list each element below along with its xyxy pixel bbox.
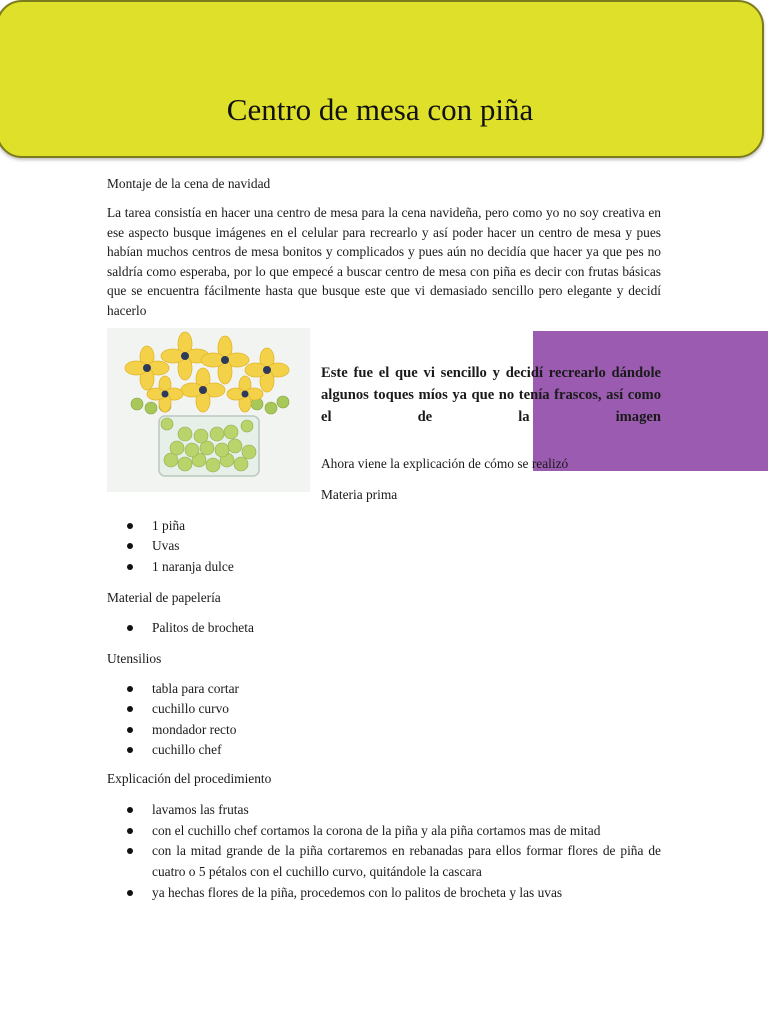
bullet-icon	[127, 625, 133, 631]
bullet-icon	[127, 727, 133, 733]
bullet-icon	[127, 686, 133, 692]
list-item: tabla para cortar	[107, 679, 661, 699]
list-item: lavamos las frutas	[107, 800, 661, 821]
list-item: cuchillo chef	[107, 740, 661, 760]
materia-prima-list	[107, 516, 661, 577]
procedimiento-list	[107, 800, 661, 904]
page-title: Centro de mesa con piña	[226, 92, 534, 127]
list-item: mondador recto	[107, 720, 661, 740]
bullet-icon	[127, 523, 133, 529]
explanation-intro: Ahora viene la explicación de cómo se realizó	[321, 456, 569, 471]
bullet-icon	[127, 848, 133, 854]
list-item: ya hechas flores de la piña, procedemos con lo palitos de brocheta y las uvas	[107, 883, 661, 904]
list-item: con el cuchillo chef cortamos la corona de la piña y ala piña cortamos mas de mitad	[107, 821, 661, 842]
centerpiece-photo	[107, 328, 310, 492]
image-caption: Este fue el que vi sencillo y decidí recrearlo dándole algunos toques míos ya que no tenía frascos, así como el de la imagen	[321, 365, 661, 425]
list-item: con la mitad grande de la piña cortaremos en rebanadas para ellos formar flores de piña de cuatro o 5 pétalos con el cuchillo curvo, quitándole la cascara	[107, 841, 661, 882]
procedimiento-heading: Explicación del procedimiento	[107, 771, 272, 786]
list-item: Palitos de brocheta	[107, 618, 661, 638]
subtitle: Montaje de la cena de navidad	[107, 176, 271, 191]
list-item: 1 naranja dulce	[107, 557, 661, 577]
bullet-icon	[127, 747, 133, 753]
materia-prima-heading: Materia prima	[321, 487, 398, 502]
bullet-icon	[127, 890, 133, 896]
centerpiece-illustration	[107, 328, 310, 492]
bullet-icon	[127, 564, 133, 570]
bullet-icon	[127, 807, 133, 813]
list-item: 1 piña	[107, 516, 661, 536]
title-banner	[0, 0, 764, 158]
bullet-icon	[127, 543, 133, 549]
utensilios-list	[107, 679, 661, 760]
list-item: Uvas	[107, 536, 661, 556]
utensilios-heading: Utensilios	[107, 651, 162, 666]
bullet-icon	[127, 706, 133, 712]
papeleria-heading: Material de papelería	[107, 590, 221, 605]
list-item: cuchillo curvo	[107, 699, 661, 719]
intro-paragraph: La tarea consistía en hacer una centro de mesa para la cena navideña, pero como yo no soy creativa en ese aspecto busque imágenes en el celular para recrearlo y así poder hacer un centro de mesa y pues habían muchos centros de mesa bonitos y complicados y pues aún no decidía que hacer ya que pes no saldría como esperaba, por lo que empecé a buscar centro de mesa con piña es decir con frutas básicas que se encuentra fácilmente hasta que busque este que vi demasiado sencillo pero elegante y decidí hacerlo	[107, 205, 661, 318]
bullet-icon	[127, 828, 133, 834]
papeleria-list	[107, 618, 661, 638]
